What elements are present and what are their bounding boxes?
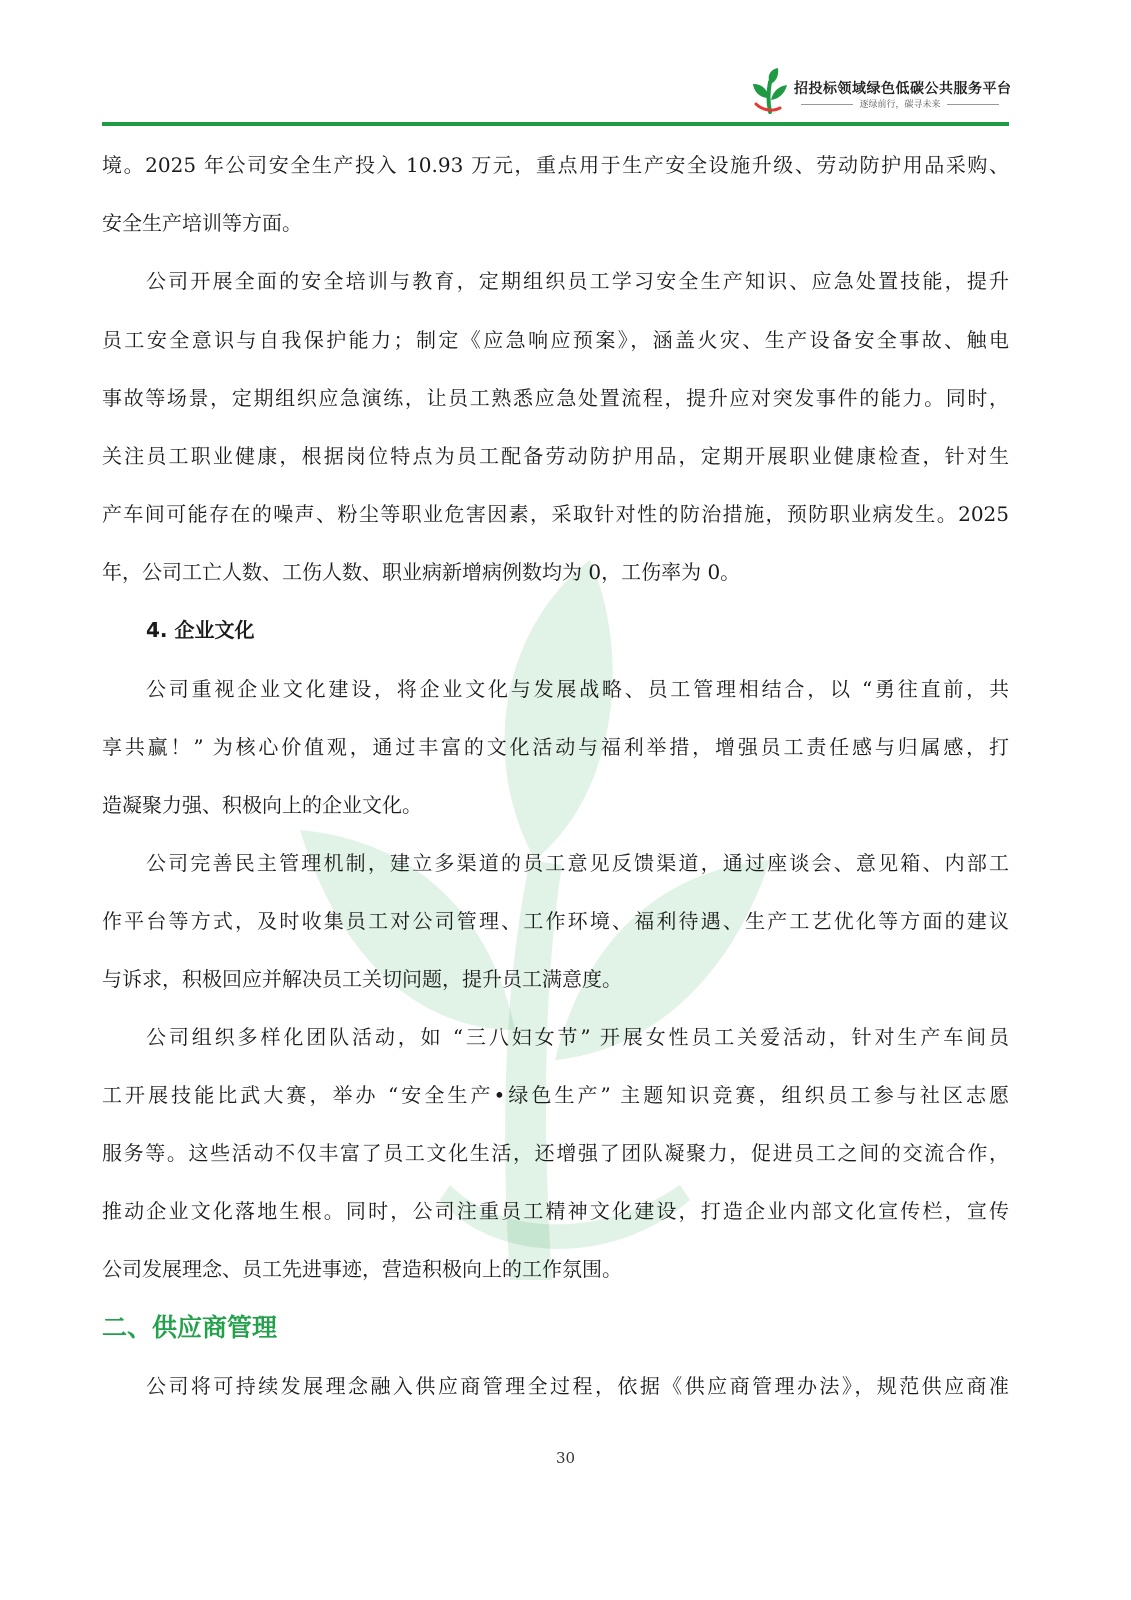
text-line: 工开展技能比武大赛，举办 “安全生产•绿色生产” 主题知识竞赛，组织员工参与社区志愿 (102, 1083, 1009, 1107)
text-line: 年，公司工亡人数、工伤人数、职业病新增病例数均为 0，工伤率为 0。 (102, 560, 741, 584)
text-line: 造凝聚力强、积极向上的企业文化。 (102, 793, 422, 817)
text-line: 享共赢！” 为核心价值观，通过丰富的文化活动与福利举措，增强员工责任感与归属感，打 (102, 735, 1009, 759)
text-line: 公司开展全面的安全培训与教育，定期组织员工学习安全生产知识、应急处置技能，提升 (146, 269, 1009, 293)
text-line: 公司重视企业文化建设，将企业文化与发展战略、员工管理相结合，以 “勇往直前，共 (146, 677, 1009, 701)
platform-name: 招投标领域绿色低碳公共服务平台 (794, 81, 1012, 97)
page-header (0, 0, 1131, 130)
header-divider (102, 122, 1009, 126)
section-title: 二、供应商管理 (102, 1313, 278, 1342)
text-line: 推动企业文化落地生根。同时，公司注重员工精神文化建设，打造企业内部文化宣传栏，宣传 (102, 1199, 1009, 1223)
text-line: 公司组织多样化团队活动，如 “三八妇女节” 开展女性员工关爱活动，针对生产车间员 (146, 1025, 1009, 1049)
text-line: 事故等场景，定期组织应急演练，让员工熟悉应急处置流程，提升应对突发事件的能力。同时， (102, 386, 1009, 410)
text-line: 产车间可能存在的噪声、粉尘等职业危害因素，采取针对性的防治措施，预防职业病发生。2025 (102, 502, 1009, 526)
page-number: 30 (555, 1449, 576, 1467)
platform-slogan: 逐绿前行，碳寻未来 (794, 97, 1006, 110)
text-line: 公司完善民主管理机制，建立多渠道的员工意见反馈渠道，通过座谈会、意见箱、内部工 (146, 851, 1009, 875)
text-line: 服务等。这些活动不仅丰富了员工文化生活，还增强了团队凝聚力，促进员工之间的交流合作， (102, 1141, 1009, 1165)
text-line: 员工安全意识与自我保护能力；制定《应急响应预案》，涵盖火灾、生产设备安全事故、触电 (102, 328, 1009, 352)
subheading: 4. 企业文化 (146, 618, 255, 642)
leaf-sprout-icon (752, 68, 788, 114)
text-line: 公司将可持续发展理念融入供应商管理全过程，依据《供应商管理办法》，规范供应商准 (146, 1374, 1009, 1398)
text-line: 作平台等方式，及时收集员工对公司管理、工作环境、福利待遇、生产工艺优化等方面的建议 (102, 909, 1009, 933)
text-line: 境。2025 年公司安全生产投入 10.93 万元，重点用于生产安全设施升级、劳动防护用品采购、 (102, 153, 1009, 177)
text-line: 关注员工职业健康，根据岗位特点为员工配备劳动防护用品，定期开展职业健康检查，针对生 (102, 444, 1009, 468)
text-line: 与诉求，积极回应并解决员工关切问题，提升员工满意度。 (102, 967, 622, 991)
text-line: 公司发展理念、员工先进事迹，营造积极向上的工作氛围。 (102, 1257, 622, 1281)
text-line: 安全生产培训等方面。 (102, 211, 302, 235)
